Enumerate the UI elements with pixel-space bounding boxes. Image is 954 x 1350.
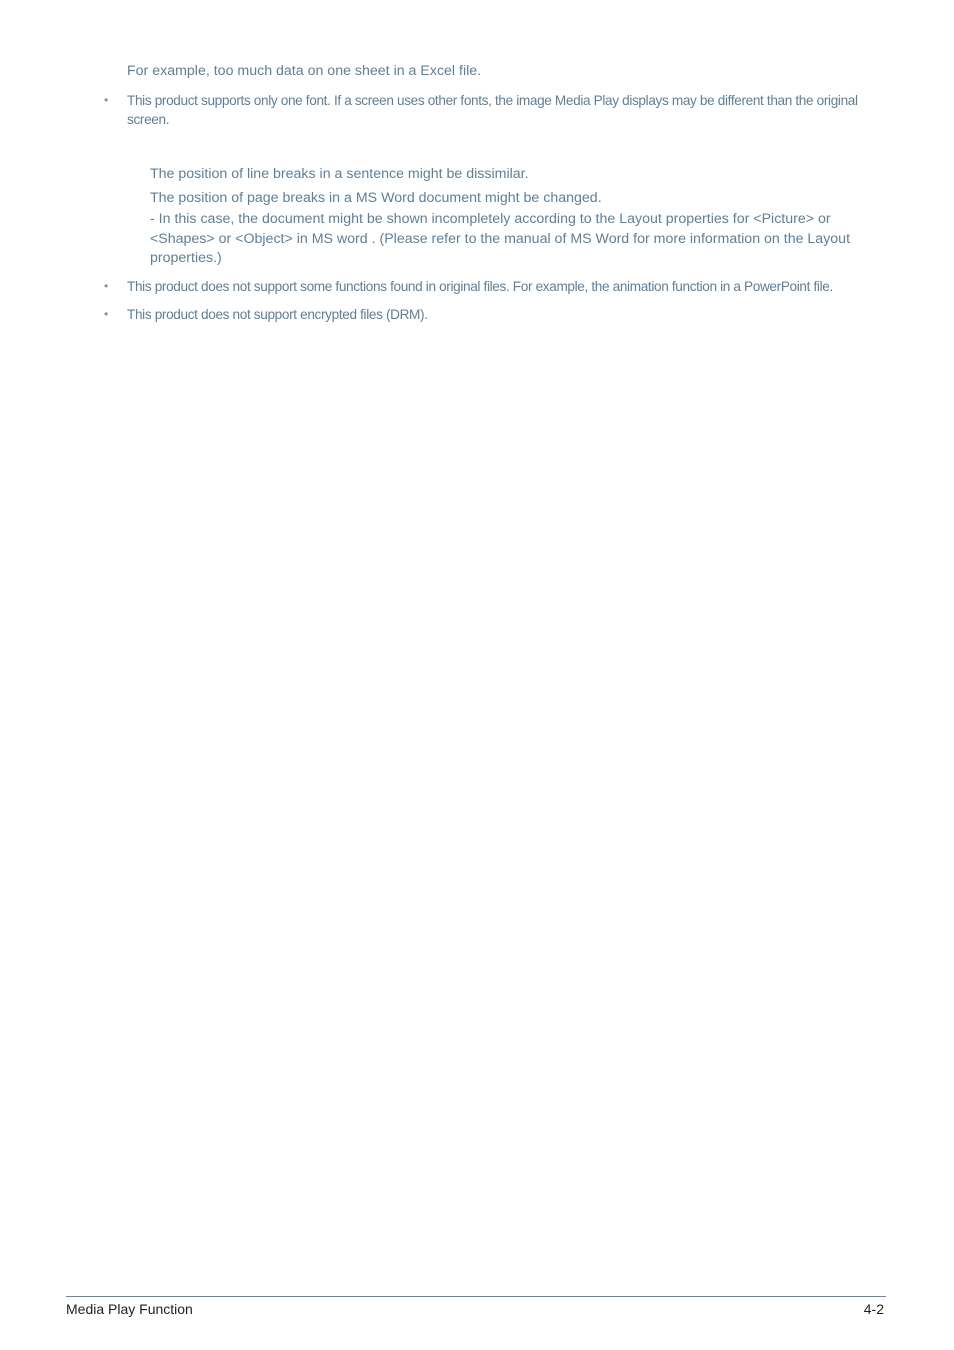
sub-note-line-breaks: The position of line breaks in a sentence might be dissimilar. bbox=[150, 166, 529, 182]
bullet-item-drm bbox=[104, 305, 886, 324]
bullet-marker: • bbox=[104, 93, 109, 107]
intro-line: For example, too much data on one sheet in a Excel file. bbox=[127, 63, 482, 79]
bullet-text-font: This product supports only one font. If a screen uses other fonts, the image Media Play displays may be different than the original screen. bbox=[127, 93, 858, 127]
footer-section-title: Media Play Function bbox=[66, 1301, 193, 1317]
sub-note-layout-detail: - In this case, the document might be shown incompletely according to the Layout properties for <Picture> or <Shapes> or <Object> in MS word . (Please refer to the manual of MS Word for more information on the Layout properties.) bbox=[150, 211, 851, 266]
footer-page-number: 4-2 bbox=[863, 1301, 884, 1317]
bullet-marker: • bbox=[104, 307, 109, 321]
bullet-marker: • bbox=[104, 279, 109, 293]
footer-divider bbox=[66, 1296, 886, 1297]
bullet-item-font bbox=[104, 91, 886, 129]
bullet-text-drm: This product does not support encrypted files (DRM). bbox=[127, 307, 428, 322]
bullet-item-functions bbox=[104, 277, 886, 296]
sub-note-page-breaks: The position of page breaks in a MS Word document might be changed. bbox=[150, 190, 602, 206]
bullet-text-functions: This product does not support some functions found in original files. For example, the animation function in a PowerPoint file. bbox=[127, 279, 833, 294]
